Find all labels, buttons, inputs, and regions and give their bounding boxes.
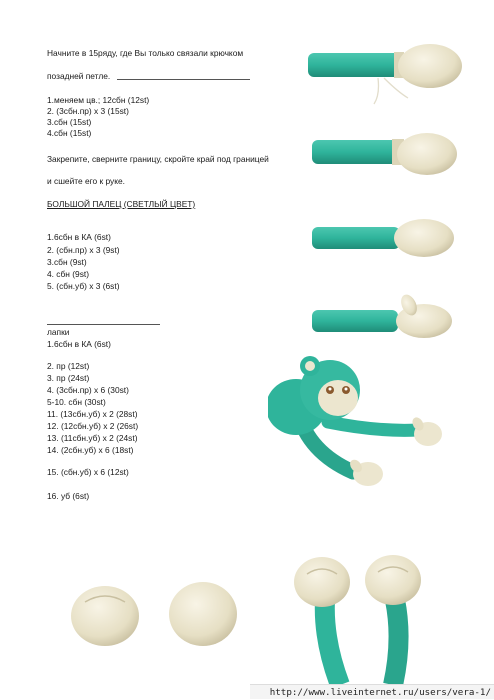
paws-rule [47, 324, 160, 325]
paws-row-8: 13. (11сбн.уб) х 2 (24st) [47, 433, 138, 443]
photo-arm-thumb-start [312, 215, 472, 263]
paws-row-9: 14. (2сбн.уб) х 6 (18st) [47, 445, 134, 455]
row-4: 4.сбн (15st) [47, 128, 92, 138]
photo-arm-mitten [312, 290, 472, 342]
photo-monkey [268, 352, 468, 490]
thumb-heading: БОЛЬШОЙ ПАЛЕЦ (СВЕТЛЫЙ ЦВЕТ) [47, 199, 196, 209]
paws-row-5: 5-10. сбн (30st) [47, 397, 106, 407]
photo-arm-hand [312, 128, 472, 180]
finish-line-2: и сшейте его к руке. [47, 176, 125, 186]
intro-line-2: позадней петле. [47, 71, 111, 81]
photo-upright-arms [285, 550, 445, 685]
paws-row-3: 3. пр (24st) [47, 373, 90, 383]
thumb-row-3: 3.сбн (9st) [47, 257, 87, 267]
thumb-row-4: 4. сбн (9st) [47, 269, 89, 279]
paws-row-2: 2. пр (12st) [47, 361, 90, 371]
row-3: 3.сбн (15st) [47, 117, 92, 127]
paws-row-15: 15. (сбн.уб) х 6 (12st) [47, 467, 129, 477]
paws-row-4: 4. (3сбн.пр) х 6 (30st) [47, 385, 129, 395]
intro-underline [117, 79, 250, 80]
photo-cream-balls [60, 572, 250, 652]
row-1: 1.меняем цв.; 12сбн (12st) [47, 95, 150, 105]
paws-heading: лапки [47, 327, 70, 337]
paws-row-7: 12. (12сбн.уб) х 2 (26st) [47, 421, 139, 431]
thumb-row-2: 2. (сбн.пр) х 3 (9st) [47, 245, 120, 255]
paws-row-1: 1.6сбн в КА (6st) [47, 339, 111, 349]
thumb-row-5: 5. (сбн.уб) х 3 (6st) [47, 281, 120, 291]
row-2: 2. (3сбн.пр) х 3 (15st) [47, 106, 129, 116]
paws-row-6: 11. (13сбн.уб) х 2 (28st) [47, 409, 138, 419]
photo-arm-start [308, 40, 468, 108]
intro-line-1: Начните в 15ряду, где Вы только связали крючком [47, 48, 244, 58]
source-url[interactable]: http://www.liveinternet.ru/users/vera-1/ [250, 684, 494, 699]
thumb-row-1: 1.6сбн в КА (6st) [47, 232, 111, 242]
finish-line-1: Закрепите, сверните границу, скройте край под границей [47, 154, 269, 164]
paws-row-16: 16. уб (6st) [47, 491, 90, 501]
